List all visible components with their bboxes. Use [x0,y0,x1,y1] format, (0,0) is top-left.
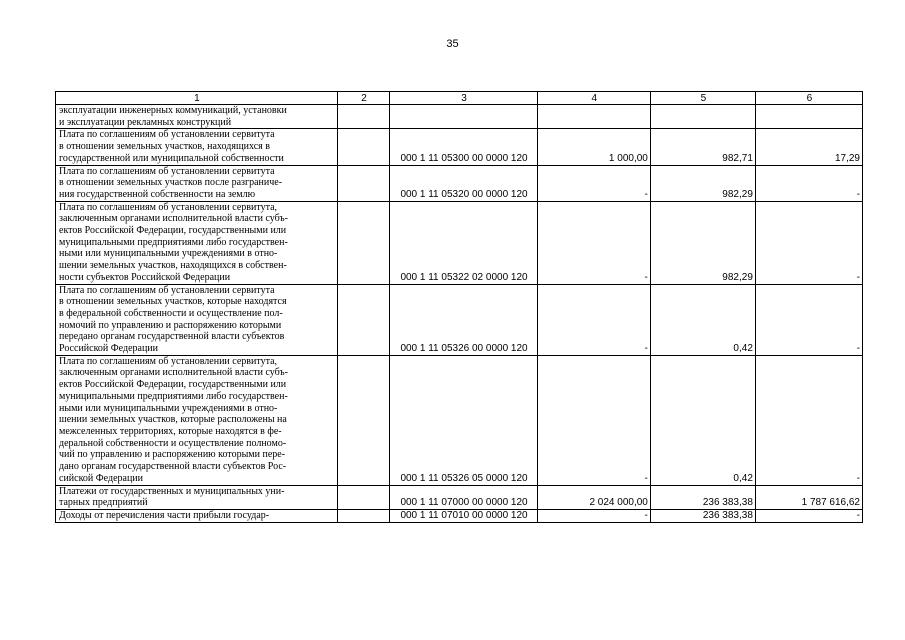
description-line: дано органам государственной власти субъектов Рос- [59,461,287,473]
table-row [56,485,863,509]
description-line: тарных предприятий [59,497,148,509]
description-line: Плата по соглашениям об установлении сервитута [59,165,275,177]
description-line: Плата по соглашениям об установлении сервитута, [59,355,278,367]
row-actual-amount: 982,71 [650,129,755,165]
budget-table [55,91,863,523]
column-header-6: 6 [755,92,862,105]
row-planned-amount: - [537,509,650,522]
description-line: чий по управлению и распоряжению которыми пере- [59,449,286,461]
description-line: межселенных территориях, которые находятся в фе- [59,425,282,437]
row-actual-amount: 982,29 [650,201,755,284]
row-actual-amount: 236 383,38 [650,509,755,522]
description-line: деральной собственности и осуществление полномо- [59,437,287,449]
description-line: сийской Федерации [59,472,144,484]
row-column-2 [337,355,390,485]
description-line: Доходы от перечисления части прибыли государ- [59,509,270,521]
row-budget-code: 000 1 11 07010 00 0000 120 [390,509,537,522]
row-description [56,355,338,485]
row-budget-code: 000 1 11 07000 00 0000 120 [390,485,537,509]
description-line: шении земельных участков, находящихся в собствен- [59,260,287,272]
row-description [56,105,338,129]
row-budget-code: 000 1 11 05320 00 0000 120 [390,165,537,201]
row-column-2 [337,485,390,509]
row-budget-code [390,105,537,129]
column-header-4: 4 [537,92,650,105]
table-row [56,201,863,284]
description-line: муниципальными предприятиями либо государствен- [59,390,288,402]
row-column-2 [337,201,390,284]
description-line: в отношении земельных участков, которые находятся [59,296,287,308]
table-row [56,105,863,129]
description-line: Плата по соглашениям об установлении сервитута [59,284,275,296]
row-actual-amount: 236 383,38 [650,485,755,509]
description-line: государственной или муниципальной собственности [59,152,284,164]
column-header-1: 1 [56,92,338,105]
row-description [56,284,338,355]
row-planned-amount: - [537,165,650,201]
row-planned-amount [537,105,650,129]
row-difference-amount: - [755,355,862,485]
description-line: ности субъектов Российской Федерации [59,271,231,283]
row-difference-amount: - [755,509,862,522]
table-row [56,509,863,522]
description-line: заключенным органами исполнительной власти субъ- [59,367,289,379]
row-column-2 [337,509,390,522]
description-line: эксплуатации инженерных коммуникаций, установки [59,105,287,116]
table-body [56,105,863,523]
row-actual-amount [650,105,755,129]
description-line: номочий по управлению и распоряжению которыми [59,319,282,331]
header-row [56,92,863,105]
description-line: Плата по соглашениям об установлении сервитута, [59,201,278,213]
row-difference-amount: - [755,284,862,355]
row-actual-amount: 982,29 [650,165,755,201]
description-line: ными или муниципальными учреждениями в отно- [59,402,278,414]
row-difference-amount: - [755,201,862,284]
description-line: Плата по соглашениям об установлении сервитута [59,129,275,141]
description-line: шении земельных участков, которые расположены на [59,414,287,426]
description-line: Платежи от государственных и муниципальных уни- [59,485,285,497]
description-line: в отношении земельных участков, находящихся в [59,141,270,153]
row-planned-amount: 2 024 000,00 [537,485,650,509]
description-line: передано органам государственной власти субъектов [59,331,285,343]
table-row [56,355,863,485]
row-column-2 [337,105,390,129]
row-difference-amount: - [755,165,862,201]
column-header-5: 5 [650,92,755,105]
row-column-2 [337,129,390,165]
row-description [56,129,338,165]
description-line: ния государственной собственности на землю [59,188,256,200]
row-budget-code: 000 1 11 05300 00 0000 120 [390,129,537,165]
row-budget-code: 000 1 11 05326 05 0000 120 [390,355,537,485]
table-row [56,165,863,201]
row-description [56,509,338,522]
page-number: 35 [446,38,459,50]
description-line: ными или муниципальными учреждениями в отно- [59,248,278,260]
row-difference-amount: 17,29 [755,129,862,165]
row-column-2 [337,284,390,355]
description-line: в отношении земельных участков после разграниче- [59,177,283,189]
description-line: муниципальными предприятиями либо государствен- [59,236,288,248]
description-line: и эксплуатации рекламных конструкций [59,116,232,128]
row-description [56,201,338,284]
row-description [56,165,338,201]
row-description [56,485,338,509]
description-line: в федеральной собственности и осуществление пол- [59,307,283,319]
row-actual-amount: 0,42 [650,284,755,355]
row-planned-amount: - [537,201,650,284]
table-header [56,92,863,105]
row-planned-amount: - [537,355,650,485]
description-line: заключенным органами исполнительной власти субъ- [59,213,289,225]
table-row [56,284,863,355]
row-actual-amount: 0,42 [650,355,755,485]
row-difference-amount [755,105,862,129]
column-header-3: 3 [390,92,537,105]
row-column-2 [337,165,390,201]
row-planned-amount: - [537,284,650,355]
row-budget-code: 000 1 11 05326 00 0000 120 [390,284,537,355]
row-difference-amount: 1 787 616,62 [755,485,862,509]
table-row [56,129,863,165]
description-line: ектов Российской Федерации, государственными или [59,225,287,237]
row-budget-code: 000 1 11 05322 02 0000 120 [390,201,537,284]
description-line: Российской Федерации [59,343,159,355]
row-planned-amount: 1 000,00 [537,129,650,165]
column-header-2: 2 [337,92,390,105]
description-line: ектов Российской Федерации, государственными или [59,379,287,391]
